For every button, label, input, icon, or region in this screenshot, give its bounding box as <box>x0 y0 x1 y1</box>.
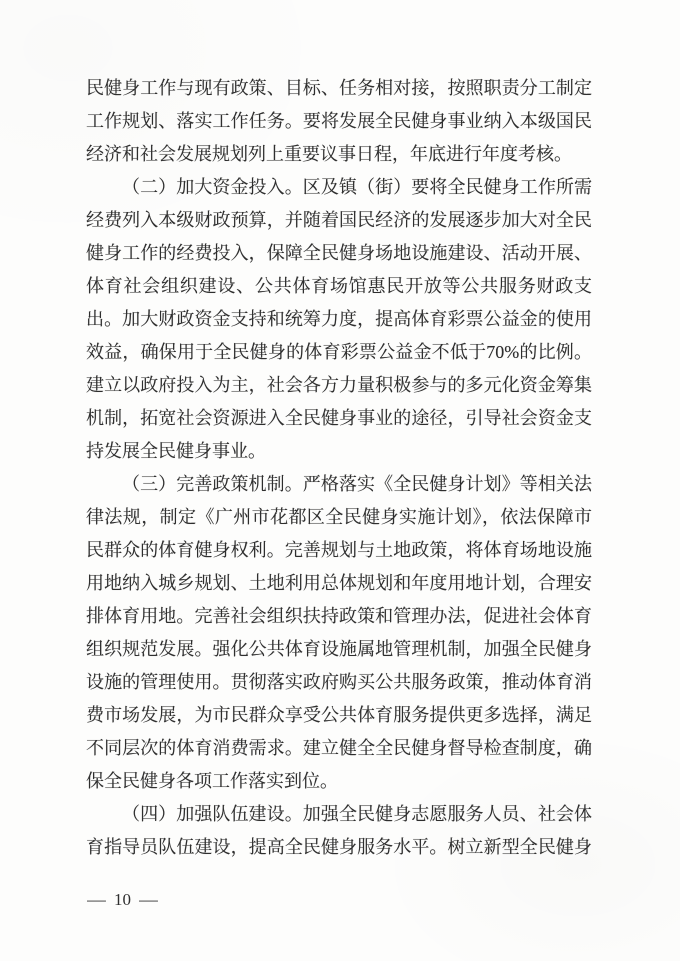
text-line: （四）加强队伍建设。加强全民健身志愿服务人员、社会体 <box>122 804 592 824</box>
text-line: 民健身工作与现有政策、目标、任务相对接，按照职责分工制定 <box>86 78 592 98</box>
text-line: 保全民健身各项工作落实到位。 <box>86 771 338 791</box>
text-line: 健身工作的经费投入，保障全民健身场地设施建设、活动开展、 <box>86 243 592 263</box>
text-line: 持发展全民健身事业。 <box>86 441 266 461</box>
text-line: 用地纳入城乡规划、土地利用总体规划和年度用地计划，合理安 <box>86 573 592 593</box>
text-line: 育指导员队伍建设，提高全民健身服务水平。树立新型全民健身 <box>86 837 592 857</box>
text-line: 机制，拓宽社会资源进入全民健身事业的途径，引导社会资金支 <box>86 408 592 428</box>
text-line: （三）完善政策机制。严格落实《全民健身计划》等相关法 <box>122 474 592 494</box>
footer-left-dash: — <box>87 890 106 909</box>
paragraph <box>86 171 592 468</box>
text-line: （二）加大资金投入。区及镇（街）要将全民健身工作所需 <box>122 177 592 197</box>
text-line: 设施的管理使用。贯彻落实政府购买公共服务政策，推动体育消 <box>86 672 592 692</box>
paragraph <box>86 72 592 171</box>
page-footer <box>88 890 157 910</box>
text-line: 排体育用地。完善社会组织扶持政策和管理办法，促进社会体育 <box>86 606 592 626</box>
text-line: 经济和社会发展规划列上重要议事日程，年底进行年度考核。 <box>86 144 572 164</box>
body-text <box>86 72 592 864</box>
footer-right-dash: — <box>139 890 158 909</box>
text-line: 民群众的体育健身权利。完善规划与土地政策，将体育场地设施 <box>86 540 592 560</box>
text-line: 律法规，制定《广州市花都区全民健身实施计划》，依法保障市 <box>86 507 592 527</box>
text-line: 效益，确保用于全民健身的体育彩票公益金不低于70%的比例。 <box>86 342 592 362</box>
text-line: 建立以政府投入为主，社会各方力量积极参与的多元化资金筹集 <box>86 375 592 395</box>
paragraph <box>86 468 592 798</box>
text-line: 不同层次的体育消费需求。建立健全全民健身督导检查制度，确 <box>86 738 592 758</box>
text-line: 体育社会组织建设、公共体育场馆惠民开放等公共服务财政支 <box>86 276 592 296</box>
text-line: 出。加大财政资金支持和统筹力度，提高体育彩票公益金的使用 <box>86 309 592 329</box>
paragraph <box>86 798 592 864</box>
text-line: 经费列入本级财政预算，并随着国民经济的发展逐步加大对全民 <box>86 210 592 230</box>
text-line: 费市场发展，为市民群众享受公共体育服务提供更多选择，满足 <box>86 705 592 725</box>
page-number: 10 <box>114 890 131 909</box>
text-line: 组织规范发展。强化公共体育设施属地管理机制，加强全民健身 <box>86 639 592 659</box>
text-line: 工作规划、落实工作任务。要将发展全民健身事业纳入本级国民 <box>86 111 592 131</box>
